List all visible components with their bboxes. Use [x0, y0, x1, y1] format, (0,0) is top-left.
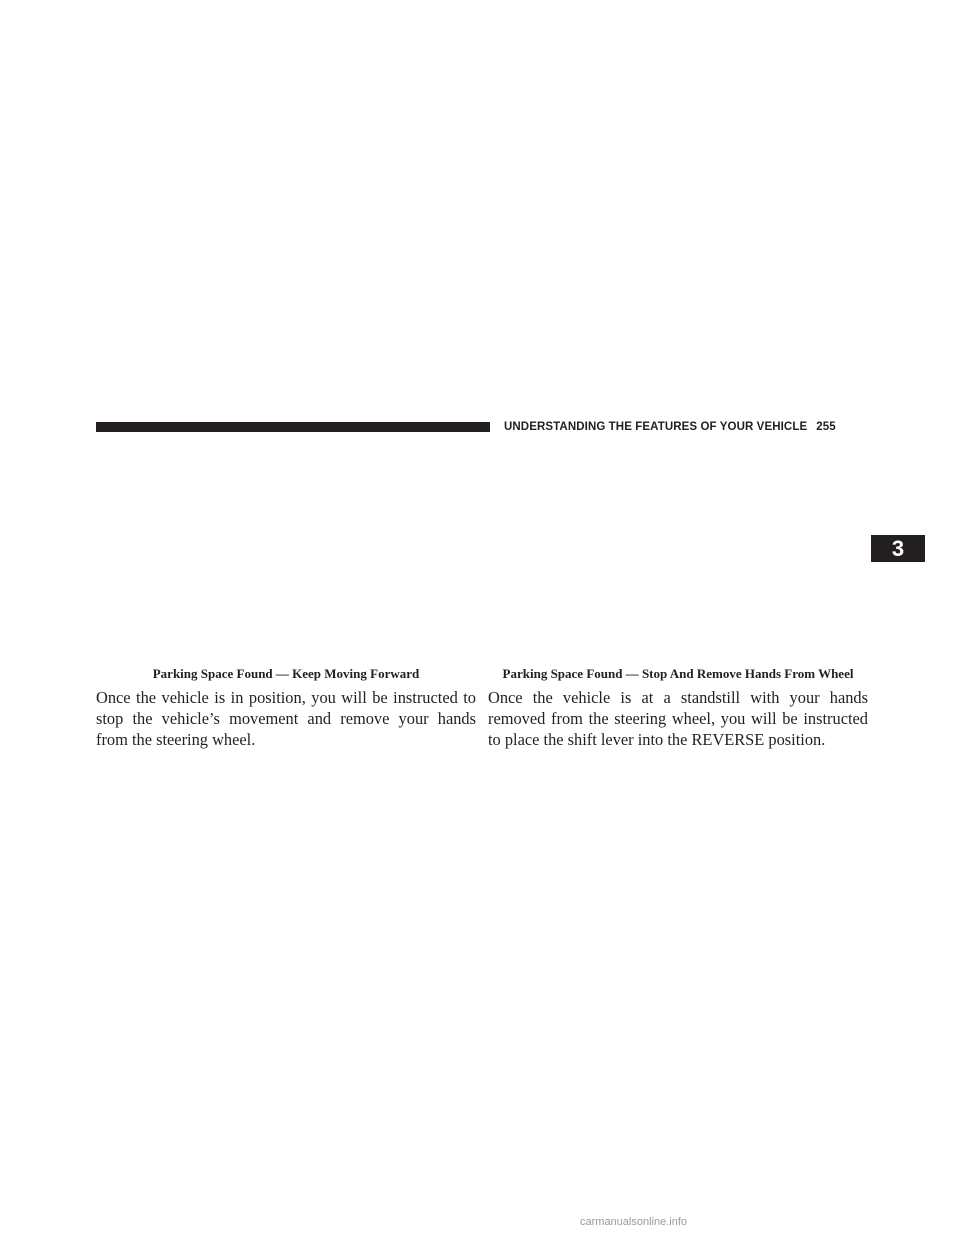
paragraph-right: Once the vehicle is at a standstill with your hands removed from the steering wheel, you will be instructed to place the shift lever into the REVERSE position. [488, 688, 868, 749]
chapter-tab: 3 [871, 535, 925, 562]
watermark: carmanualsonline.info [580, 1216, 688, 1228]
left-column [96, 666, 476, 750]
figure-caption-right: Parking Space Found — Stop And Remove Hands From Wheel [502, 666, 854, 681]
right-column [488, 666, 868, 750]
running-header [504, 419, 862, 435]
page-number: 255 [816, 421, 836, 433]
paragraph-left: Once the vehicle is in position, you will be instructed to stop the vehicle’s movement and remove your hands from the steering wheel. [96, 688, 476, 749]
header-rule [96, 422, 490, 432]
figure-caption-left: Parking Space Found — Keep Moving Forward [152, 666, 420, 681]
section-title: UNDERSTANDING THE FEATURES OF YOUR VEHICLE [504, 421, 808, 433]
